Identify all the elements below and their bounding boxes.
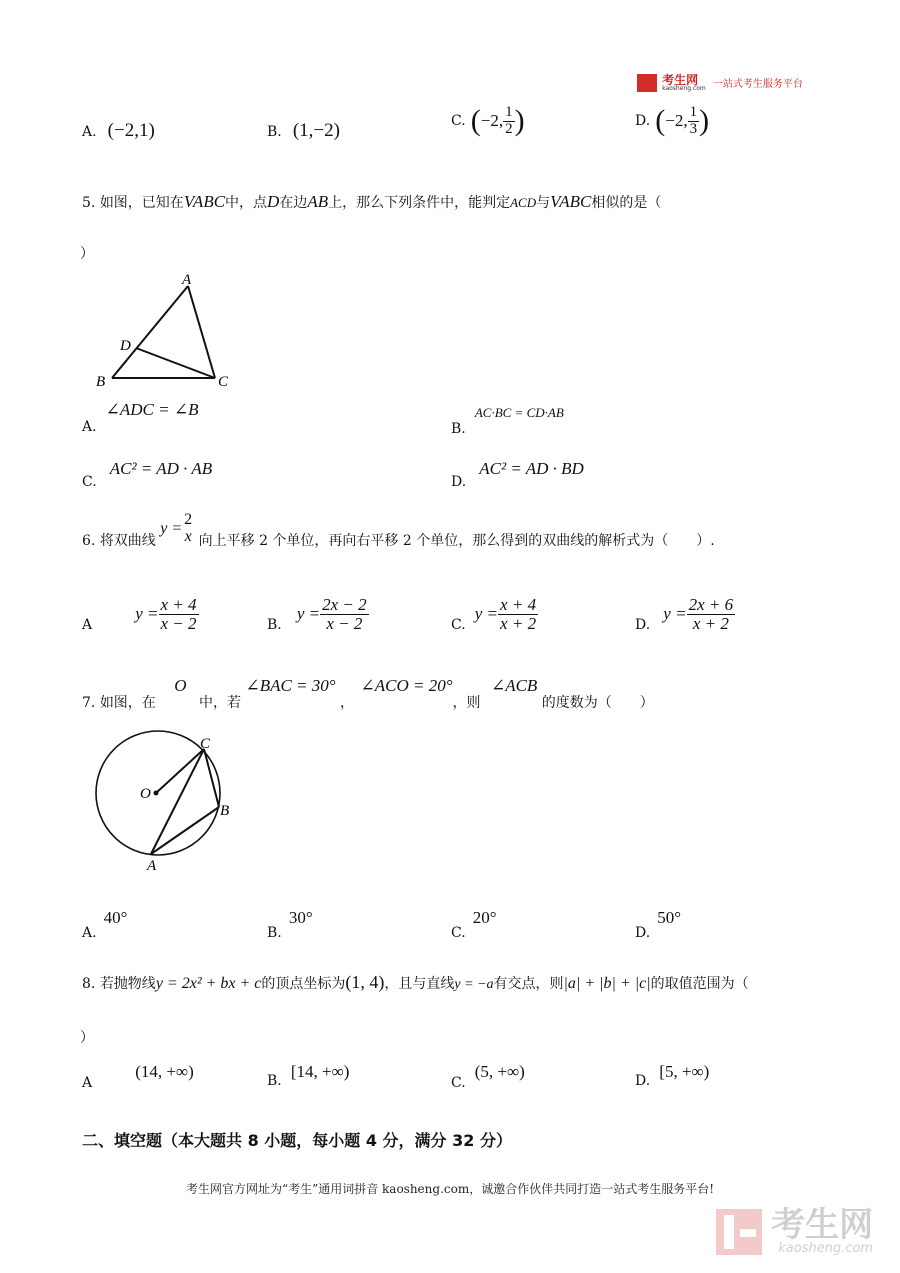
segment-dc: [136, 348, 215, 378]
q8-option-b: B. [14, +∞): [267, 1062, 350, 1089]
q8-option-d: D. [5, +∞): [635, 1062, 710, 1089]
watermark: [716, 1205, 874, 1256]
q5-option-b: B. AC·BC = CD·AB: [451, 405, 564, 437]
q5-option-d: D. AC² = AD · BD: [451, 459, 584, 490]
watermark-brand: 考生网: [771, 1205, 874, 1245]
label-a: A: [147, 858, 157, 874]
kaosheng-logo-icon: [637, 74, 657, 92]
q7-option-c: C. 20°: [451, 908, 497, 941]
q4-option-b-expr: (1,−2): [292, 120, 340, 141]
side-ac: [188, 286, 215, 378]
q5-option-c: C. AC² = AD · AB: [82, 459, 213, 490]
segment-ac: [151, 749, 204, 854]
segment-oc: [156, 749, 204, 793]
header-slogan: 一站式考生服务平台: [712, 79, 803, 90]
center-point: [154, 791, 159, 796]
section-2-title: 二、填空题（本大题共 8 小题，每小题 4 分，满分 32 分）: [82, 1131, 512, 1150]
q7-option-b: B. 30°: [267, 908, 313, 941]
segment-ab: [151, 807, 219, 854]
q4-option-a: A. (−2,1): [82, 120, 155, 141]
header-logo: [637, 72, 803, 92]
q5-option-a: A. ∠ADC = ∠B: [82, 400, 199, 435]
q6-option-a: A y = $\frac{x + 4}{x - 2}$: [82, 595, 197, 633]
q8-option-c: C. (5, +∞): [451, 1062, 525, 1091]
watermark-domain: kaosheng.com: [778, 1241, 874, 1256]
watermark-logo-icon: [716, 1209, 762, 1255]
q7-option-a: A. 40°: [82, 908, 128, 941]
label-a: A: [182, 272, 192, 288]
header-brand: 考生网: [662, 72, 699, 87]
q6-stem: 6. 将双曲线 y = 2 x 向上平移 2 个单位，再向右平移 2 个单位，那么得到的双曲线的解析式为（ ）.: [82, 511, 715, 549]
q8-option-a: A (14, +∞): [82, 1062, 194, 1091]
q8-stem-close: ）: [80, 1030, 94, 1046]
q5-stem-close: ）: [80, 246, 94, 262]
label-b: B: [220, 803, 230, 819]
q8-stem: 8. 若抛物线y = 2x² + bx + c的顶点坐标为(1, 4)，且与直线y = −a有交点，则|a| + |b| + |c|的取值范围为（: [82, 972, 749, 992]
q6-option-b: B. y = $\frac{2x - 2}{x - 2}$: [267, 595, 367, 633]
footer-text: 考生网官方网址为“考生”通用词拼音 kaosheng.com，诚邀合作伙伴共同打造一站式考生服务平台!: [185, 1182, 715, 1196]
label-o: O: [140, 786, 151, 802]
q6-option-d: D. y = $\frac{2x + 6}{x + 2}$: [635, 595, 734, 633]
label-c: C: [218, 374, 229, 390]
q4-option-a-expr: (−2,1): [107, 120, 155, 141]
header-domain: kaosheng.com: [662, 84, 706, 92]
q4-option-b: B. (1,−2): [267, 120, 340, 141]
q4-option-d: D. (−2, $\frac{1}{3}$ ): [635, 103, 710, 137]
label-b: B: [96, 374, 106, 390]
label-d: D: [120, 338, 131, 354]
label-c: C: [200, 736, 211, 752]
q5-triangle-figure: [92, 270, 242, 392]
q7-circle-figure: [86, 730, 246, 876]
q5-stem: 5. 如图，已知在VABC中，点D在边AB上，那么下列条件中，能判定ACD与VABC相似的是（: [82, 192, 662, 211]
q4-option-c: C. (−2, $\frac{1}{2}$ ): [451, 103, 525, 137]
q6-option-c: C. y = $\frac{x + 4}{x + 2}$: [451, 595, 537, 633]
q7-stem: 7. 如图，在 O 中，若 ∠BAC = 30° ， ∠ACO = 20°，则 ∠ACB 的度数为（ ）: [82, 676, 654, 711]
q7-option-d: D. 50°: [635, 908, 682, 941]
segment-cb: [204, 749, 219, 807]
